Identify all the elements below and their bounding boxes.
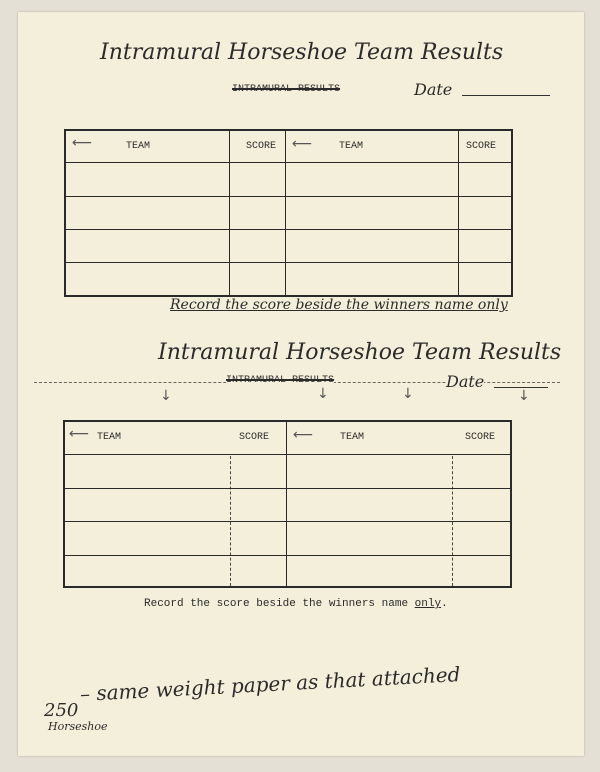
bottom-results-table (63, 420, 512, 588)
footer-quantity: 250 (44, 700, 79, 721)
footer-caption: Horseshoe (48, 720, 108, 733)
down-arrow-icon: ↓ (518, 388, 530, 404)
bottom-col-team-left: TEAM (97, 432, 122, 443)
top-date-line (462, 95, 550, 96)
down-arrow-icon: ↓ (317, 386, 329, 402)
top-handwritten-title: Intramural Horseshoe Team Results (100, 40, 504, 65)
top-results-table (64, 129, 513, 297)
top-col-score-left: SCORE (246, 141, 277, 152)
bottom-typed-title: INTRAMURAL RESULTS (226, 375, 335, 386)
top-col-team-left: TEAM (126, 141, 151, 152)
down-arrow-icon: ↓ (402, 386, 414, 402)
left-arrow-icon: ⟵ (69, 426, 90, 442)
top-col-team-right: TEAM (339, 141, 364, 152)
bottom-date-label: Date (446, 372, 485, 391)
left-arrow-icon: ⟵ (72, 135, 93, 151)
bottom-typed-note: Record the score beside the winners name only. (144, 598, 448, 610)
top-typed-title: INTRAMURAL RESULTS (232, 84, 341, 95)
left-arrow-icon: ⟵ (292, 136, 313, 152)
top-handwritten-note: Record the score beside the winners name only (170, 297, 508, 313)
top-col-score-right: SCORE (466, 141, 497, 152)
bottom-col-score-right: SCORE (465, 432, 496, 443)
top-date-label: Date (414, 80, 453, 99)
bottom-col-team-right: TEAM (340, 432, 365, 443)
bottom-handwritten-title: Intramural Horseshoe Team Results (158, 340, 562, 365)
footer-note: – same weight paper as that attached (79, 662, 461, 706)
bottom-col-score-left: SCORE (239, 432, 270, 443)
left-arrow-icon: ⟵ (293, 427, 314, 443)
down-arrow-icon: ↓ (160, 388, 172, 404)
